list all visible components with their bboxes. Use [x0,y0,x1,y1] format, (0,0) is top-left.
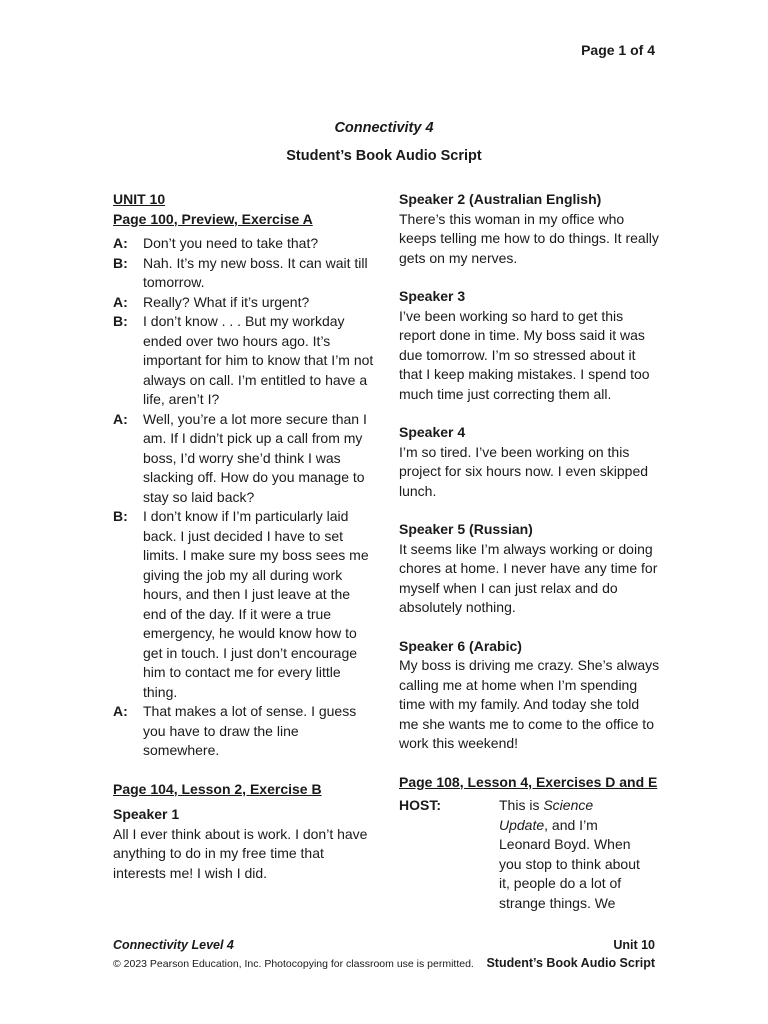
speaker-block [399,423,661,501]
host-text-after: , and I’m Leonard Boyd. When you stop to think about it, people do a lot of strange things. We [499,816,640,911]
section-heading-lesson4: Page 108, Lesson 4, Exercises D and E [399,773,658,790]
footer-unit: Unit 10 [613,938,655,952]
dialogue-speaker: B: [113,254,128,271]
dialogue-text: Really? What if it’s urgent? [143,293,310,310]
dialogue-line [113,312,375,410]
dialogue-speaker: B: [113,508,128,524]
speaker-block [113,805,375,883]
right-column [399,190,661,913]
dialogue-text: I don’t know . . . But my workday ended over two hours ago. It’s important for him to know that I’m not always on call. I’m entitled to have a life, aren’t I? [143,313,374,407]
page-number: Page 1 of 4 [581,42,655,58]
dialogue-text: Well, you’re a lot more secure than I am. If I didn’t pick up a call from my boss, I’d worry she’d think I was slacking off. How do you manage to stay so laid back? [143,410,367,505]
speaker-label: Speaker 1 [113,806,180,822]
dialogue-speaker: A: [113,293,128,310]
dialogue-speaker: B: [113,313,128,329]
speaker-text: I’m so tired. I’ve been working on this project for six hours now. I even skipped lunch. [399,443,649,499]
host-text-italic: Science Update [499,797,594,833]
footer-book-title: Connectivity Level 4 [113,938,234,952]
dialogue-line [113,293,375,313]
host-speaker: HOST: [399,797,441,813]
section-heading-preview: Page 100, Preview, Exercise A [113,210,313,227]
unit-heading: UNIT 10 [113,191,166,207]
speaker-text: It seems like I’m always working or doing chores at home. I never have any time for myself when I can just relax and do absolutely nothing. [399,540,658,615]
speaker-text: I’ve been working so hard to get this report done in time. My boss said it was due tomorrow. I’m so stressed about it that I keep making mistakes. I spend too much time just correcting them all. [399,307,650,402]
document-subtitle: Student’s Book Audio Script [286,148,482,164]
dialogue-line [113,234,375,254]
dialogue-speaker: A: [113,703,128,719]
dialogue-text: That makes a lot of sense. I guess you have to draw the line somewhere. [143,703,357,758]
left-column [113,190,375,883]
speaker-text: There’s this woman in my office who keeps telling me how to do things. It really gets on my nerves. [399,210,659,266]
dialogue-line [113,410,375,508]
footer-script-title: Student’s Book Audio Script [486,956,655,970]
dialogue-text: I don’t know if I’m particularly laid back. I just decided I have to set limits. I make sure my boss sees me giving the job my all during work hours, and then I just leave at the end of the day. If it were a true emergency, he would know how to get in touch. I just don’t encourage him to contact me for every little thing. [143,508,369,700]
document-title: Connectivity 4 [334,120,434,136]
speaker-block [399,190,661,268]
speaker-label: Speaker 5 (Russian) [399,521,533,537]
host-text-before: This is [499,797,544,813]
dialogue [113,234,375,761]
dialogue-line [113,507,375,702]
dialogue-speaker: A: [113,235,128,251]
dialogue-speaker: A: [113,410,128,427]
speaker-label: Speaker 2 (Australian English) [399,191,602,207]
dialogue-text: Don’t you need to take that? [143,235,319,251]
speaker-text: My boss is driving me crazy. She’s always calling me at home when I’m spending time with my family. And today she told me she wants me to come to the office to work this weekend! [399,657,660,751]
speaker-text: All I ever think about is work. I don’t have anything to do in my free time that interests me! I wish I did. [113,825,368,881]
speaker-block [399,520,661,618]
dialogue-text: Nah. It’s my new boss. It can wait till tomorrow. [143,254,368,290]
host-line [399,796,661,913]
dialogue-line [113,702,375,761]
speaker-block [399,287,661,404]
speaker-label: Speaker 4 [399,424,466,440]
section-heading-lesson2: Page 104, Lesson 2, Exercise B [113,780,322,797]
host-text [499,796,661,913]
speaker-block [399,637,661,754]
dialogue-line [113,254,375,293]
footer-copyright: © 2023 Pearson Education, Inc. Photocopying for classroom use is permitted. [113,958,474,970]
speaker-label: Speaker 3 [399,288,466,304]
speaker-label: Speaker 6 (Arabic) [399,637,522,654]
